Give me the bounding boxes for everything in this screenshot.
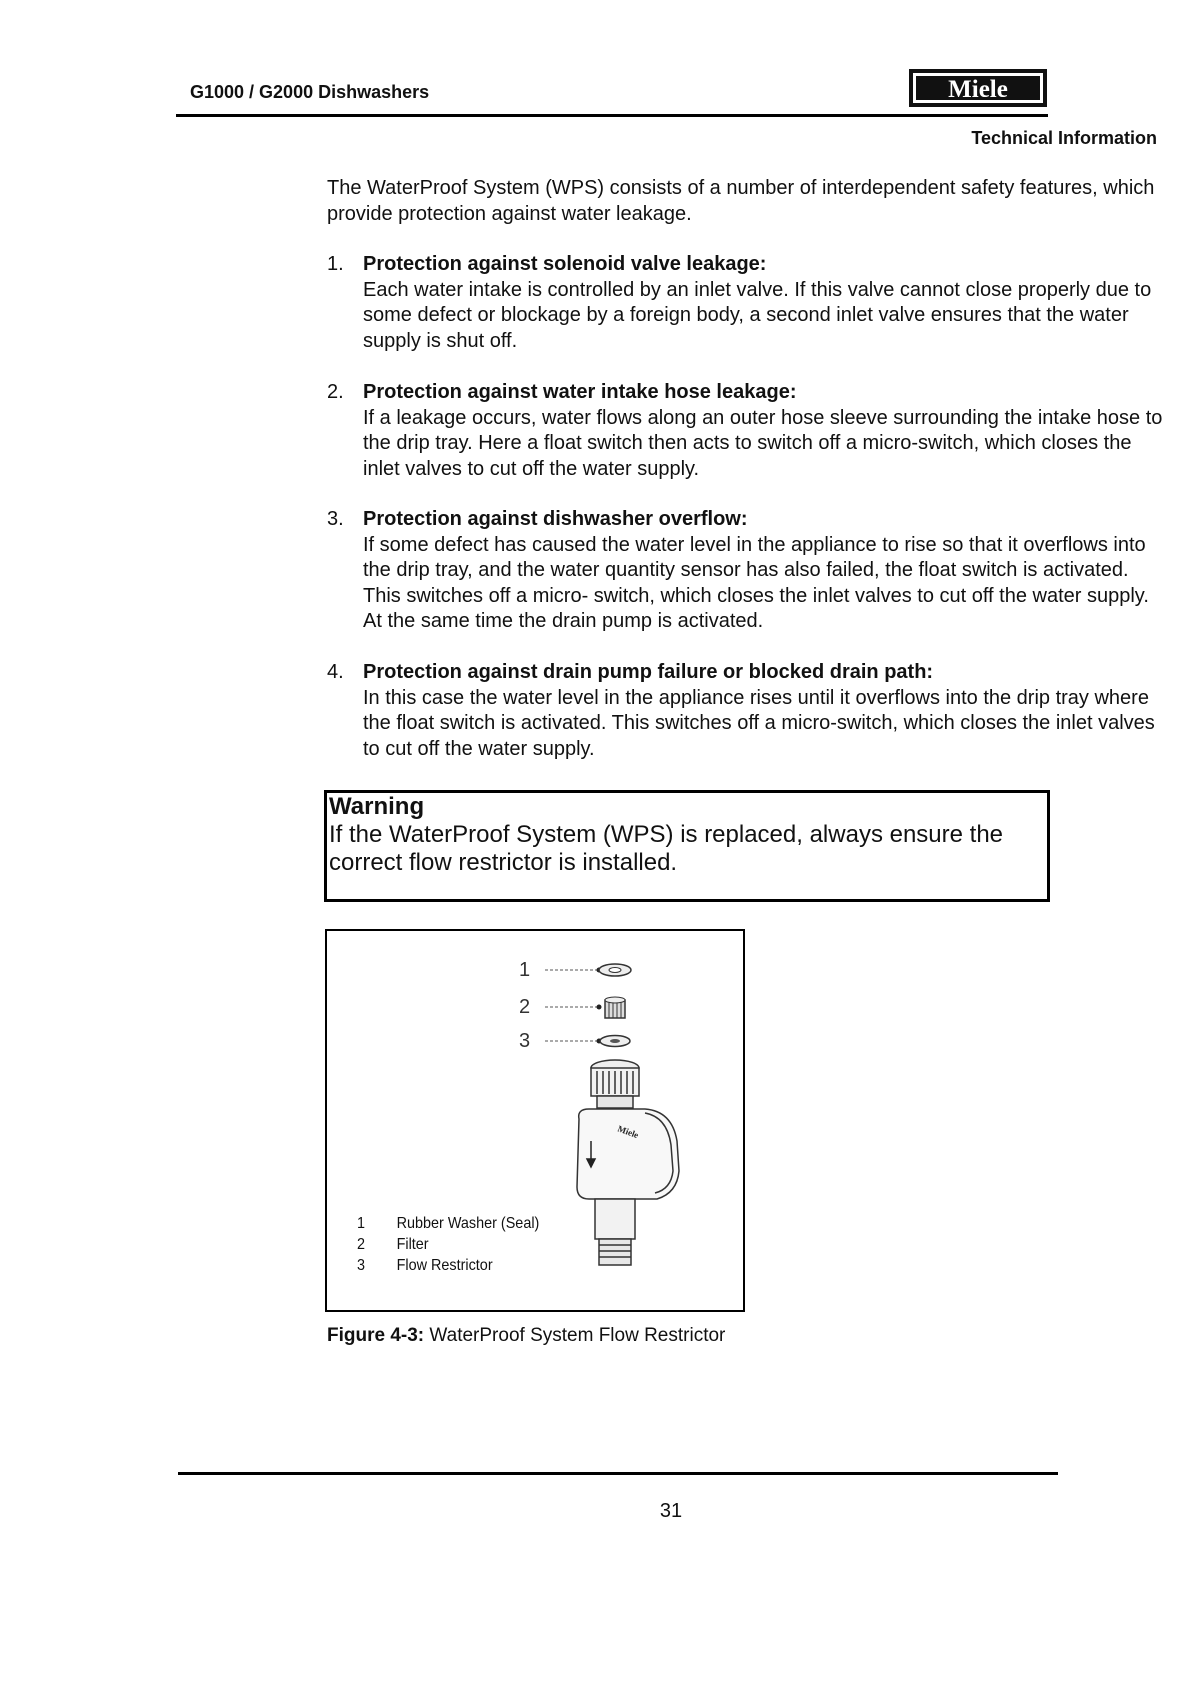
figure-caption: [327, 1325, 725, 1347]
intro-paragraph: The WaterProof System (WPS) consists of a number of interdependent safety features, which provide protection against water leakage.: [327, 177, 1155, 225]
caption-label: Figure 4-3:: [327, 1325, 425, 1346]
section-number: 3.: [327, 508, 344, 530]
rubber-washer-hole: [609, 968, 621, 973]
legend-row: [357, 1234, 539, 1255]
figure-legend: [357, 1213, 539, 1276]
flow-restrictor-hole: [610, 1039, 620, 1043]
header-subtitle: Technical Information: [971, 128, 1157, 148]
legend-number: 1: [357, 1215, 366, 1232]
header-title: G1000 / G2000 Dishwashers: [190, 82, 430, 102]
callout-1: 1: [519, 959, 531, 981]
filter-part: [605, 997, 625, 1018]
legend-label: Rubber Washer (Seal): [396, 1215, 540, 1232]
figure-box: [325, 929, 745, 1312]
section-1: [327, 252, 1167, 354]
callout-3: 3: [519, 1030, 531, 1052]
section-body: In this case the water level in the appliance rises until it overflows into the drip tray where the float switch is activated. This switches off a micro-switch, which closes the inlet valves to cut off the water supply.: [363, 686, 1155, 760]
section-number: 4.: [327, 661, 344, 683]
legend-label: Flow Restrictor: [396, 1257, 493, 1274]
legend-row: [357, 1213, 539, 1234]
header-rule: [176, 114, 1048, 117]
section-body: If a leakage occurs, water flows along an outer hose sleeve surrounding the intake hose to the drip tray. Here a float switch then acts to switch off a micro-switch, which closes the inlet valves to cut off the water supply.: [363, 406, 1163, 480]
section-title: Protection against water intake hose leakage:: [363, 381, 797, 403]
section-3: [327, 507, 1167, 635]
caption-text: WaterProof System Flow Restrictor: [429, 1325, 726, 1346]
footer-rule: [178, 1472, 1058, 1475]
section-body: Each water intake is controlled by an inlet valve. If this valve cannot close properly due to some defect or blockage by a foreign body, a second inlet valve ensures that the water supply is shut off.: [363, 278, 1152, 352]
section-heading: [327, 507, 1167, 533]
section-heading: [327, 380, 1167, 406]
section-title: Protection against drain pump failure or blocked drain path:: [363, 661, 934, 683]
section-4: [327, 660, 1167, 762]
section-number: 2.: [327, 381, 344, 403]
section-number: 1.: [327, 253, 344, 275]
legend-label: Filter: [396, 1236, 429, 1253]
section-heading: [327, 252, 1167, 278]
miele-logo: [908, 68, 1048, 108]
section-2: [327, 380, 1167, 482]
legend-row: [357, 1255, 539, 1276]
section-title: Protection against solenoid valve leakage:: [363, 253, 767, 275]
valve-brand-label: Miele: [616, 1123, 640, 1141]
legend-number: 3: [357, 1257, 366, 1274]
section-heading: [327, 660, 1167, 686]
warning-title: Warning: [329, 793, 425, 820]
page-number: 31: [659, 1500, 683, 1522]
section-title: Protection against dishwasher overflow:: [363, 508, 748, 530]
section-body: If some defect has caused the water level in the appliance to rise so that it overflows into the drip tray, and the water quantity sensor has also failed, the float switch is activated. This switches off a micro- switch, which closes the inlet valves to cut off the water supply. At the same time the drain pump is activated.: [363, 533, 1149, 632]
logo-text: Miele: [948, 76, 1008, 103]
warning-text: If the WaterProof System (WPS) is replaced, always ensure the correct flow restrictor is installed.: [329, 821, 1004, 876]
warning-box: [324, 790, 1050, 902]
legend-number: 2: [357, 1236, 366, 1253]
leader-dot-2: [597, 1005, 602, 1010]
callout-2: 2: [519, 996, 531, 1018]
